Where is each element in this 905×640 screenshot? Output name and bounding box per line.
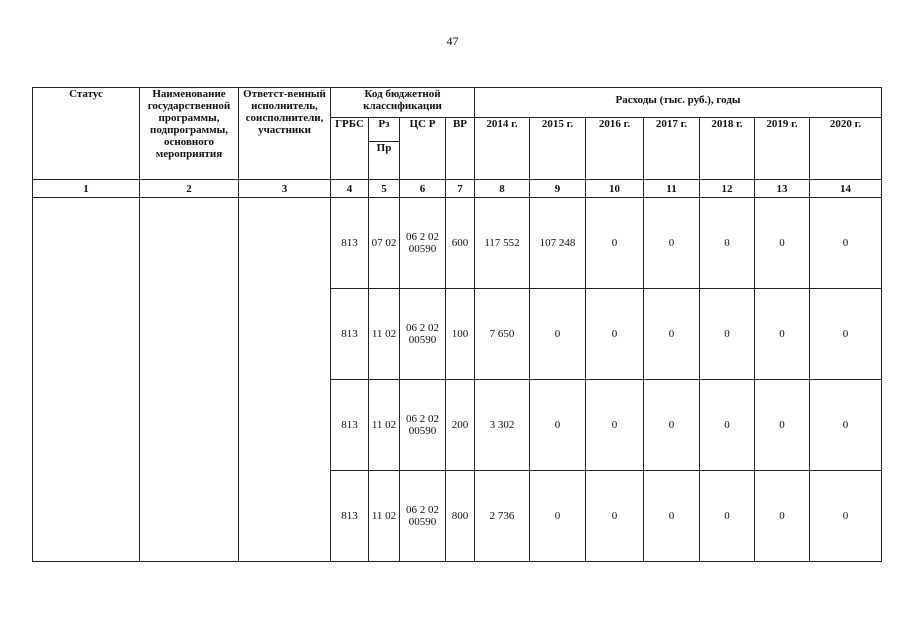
value-cell: 0: [644, 471, 700, 562]
value-cell: 107 248: [530, 198, 586, 289]
column-number: 9: [530, 180, 586, 198]
budget-table: [32, 87, 882, 562]
grbs-cell: 813: [331, 471, 369, 562]
value-cell: 0: [700, 289, 755, 380]
value-cell: 0: [530, 471, 586, 562]
header-year-2017: 2017 г.: [644, 118, 700, 180]
header-budget-code: Код бюджетной классификации: [331, 88, 475, 118]
column-number: 6: [400, 180, 446, 198]
value-cell: 0: [586, 380, 644, 471]
column-number: 8: [475, 180, 530, 198]
column-number: 4: [331, 180, 369, 198]
value-cell: 0: [700, 198, 755, 289]
header-csr: ЦС Р: [400, 118, 446, 180]
column-number: 10: [586, 180, 644, 198]
value-cell: 0: [644, 198, 700, 289]
grbs-cell: 813: [331, 289, 369, 380]
value-cell: 0: [530, 380, 586, 471]
value-cell: 117 552: [475, 198, 530, 289]
header-year-2019: 2019 г.: [755, 118, 810, 180]
value-cell: 0: [810, 289, 882, 380]
grbs-cell: 813: [331, 380, 369, 471]
value-cell: 0: [810, 471, 882, 562]
column-number-row: [33, 180, 882, 198]
header-year-2018: 2018 г.: [700, 118, 755, 180]
csr-cell: 06 2 02 00590: [400, 380, 446, 471]
csr-cell: 06 2 02 00590: [400, 471, 446, 562]
value-cell: 0: [586, 471, 644, 562]
page-number: 47: [446, 34, 459, 48]
column-number: 3: [239, 180, 331, 198]
value-cell: 0: [755, 471, 810, 562]
value-cell: 0: [644, 380, 700, 471]
column-number: 7: [446, 180, 475, 198]
vr-cell: 600: [446, 198, 475, 289]
vr-cell: 800: [446, 471, 475, 562]
column-number: 1: [33, 180, 140, 198]
value-cell: 0: [530, 289, 586, 380]
value-cell: 7 650: [475, 289, 530, 380]
header-expenses: Расходы (тыс. руб.), годы: [475, 88, 882, 118]
value-cell: 0: [586, 289, 644, 380]
header-pr: Пр: [369, 142, 400, 180]
value-cell: 0: [755, 380, 810, 471]
value-cell: 0: [755, 289, 810, 380]
table-row: [33, 198, 882, 289]
header-vr: ВР: [446, 118, 475, 180]
header-year-2015: 2015 г.: [530, 118, 586, 180]
header-status: Статус: [33, 88, 140, 180]
column-number: 5: [369, 180, 400, 198]
vr-cell: 100: [446, 289, 475, 380]
header-grbs: ГРБС: [331, 118, 369, 180]
name-cell: [140, 198, 239, 562]
value-cell: 0: [700, 471, 755, 562]
header-rz: Рз: [369, 118, 400, 142]
column-number: 12: [700, 180, 755, 198]
value-cell: 2 736: [475, 471, 530, 562]
rzpr-cell: 07 02: [369, 198, 400, 289]
column-number: 2: [140, 180, 239, 198]
rzpr-cell: 11 02: [369, 380, 400, 471]
csr-cell: 06 2 02 00590: [400, 289, 446, 380]
value-cell: 3 302: [475, 380, 530, 471]
status-cell: [33, 198, 140, 562]
value-cell: 0: [755, 198, 810, 289]
header-year-2016: 2016 г.: [586, 118, 644, 180]
csr-cell: 06 2 02 00590: [400, 198, 446, 289]
value-cell: 0: [586, 198, 644, 289]
value-cell: 0: [810, 198, 882, 289]
value-cell: 0: [644, 289, 700, 380]
header-year-2020: 2020 г.: [810, 118, 882, 180]
column-number: 11: [644, 180, 700, 198]
column-number: 14: [810, 180, 882, 198]
responsible-cell: [239, 198, 331, 562]
rzpr-cell: 11 02: [369, 471, 400, 562]
vr-cell: 200: [446, 380, 475, 471]
value-cell: 0: [700, 380, 755, 471]
grbs-cell: 813: [331, 198, 369, 289]
rzpr-cell: 11 02: [369, 289, 400, 380]
header-name: Наименование государственной программы, подпрограммы, основного мероприятия: [140, 88, 239, 180]
column-number: 13: [755, 180, 810, 198]
header-year-2014: 2014 г.: [475, 118, 530, 180]
header-responsible: Ответст-венный исполнитель, соисполнители, участники: [239, 88, 331, 180]
value-cell: 0: [810, 380, 882, 471]
